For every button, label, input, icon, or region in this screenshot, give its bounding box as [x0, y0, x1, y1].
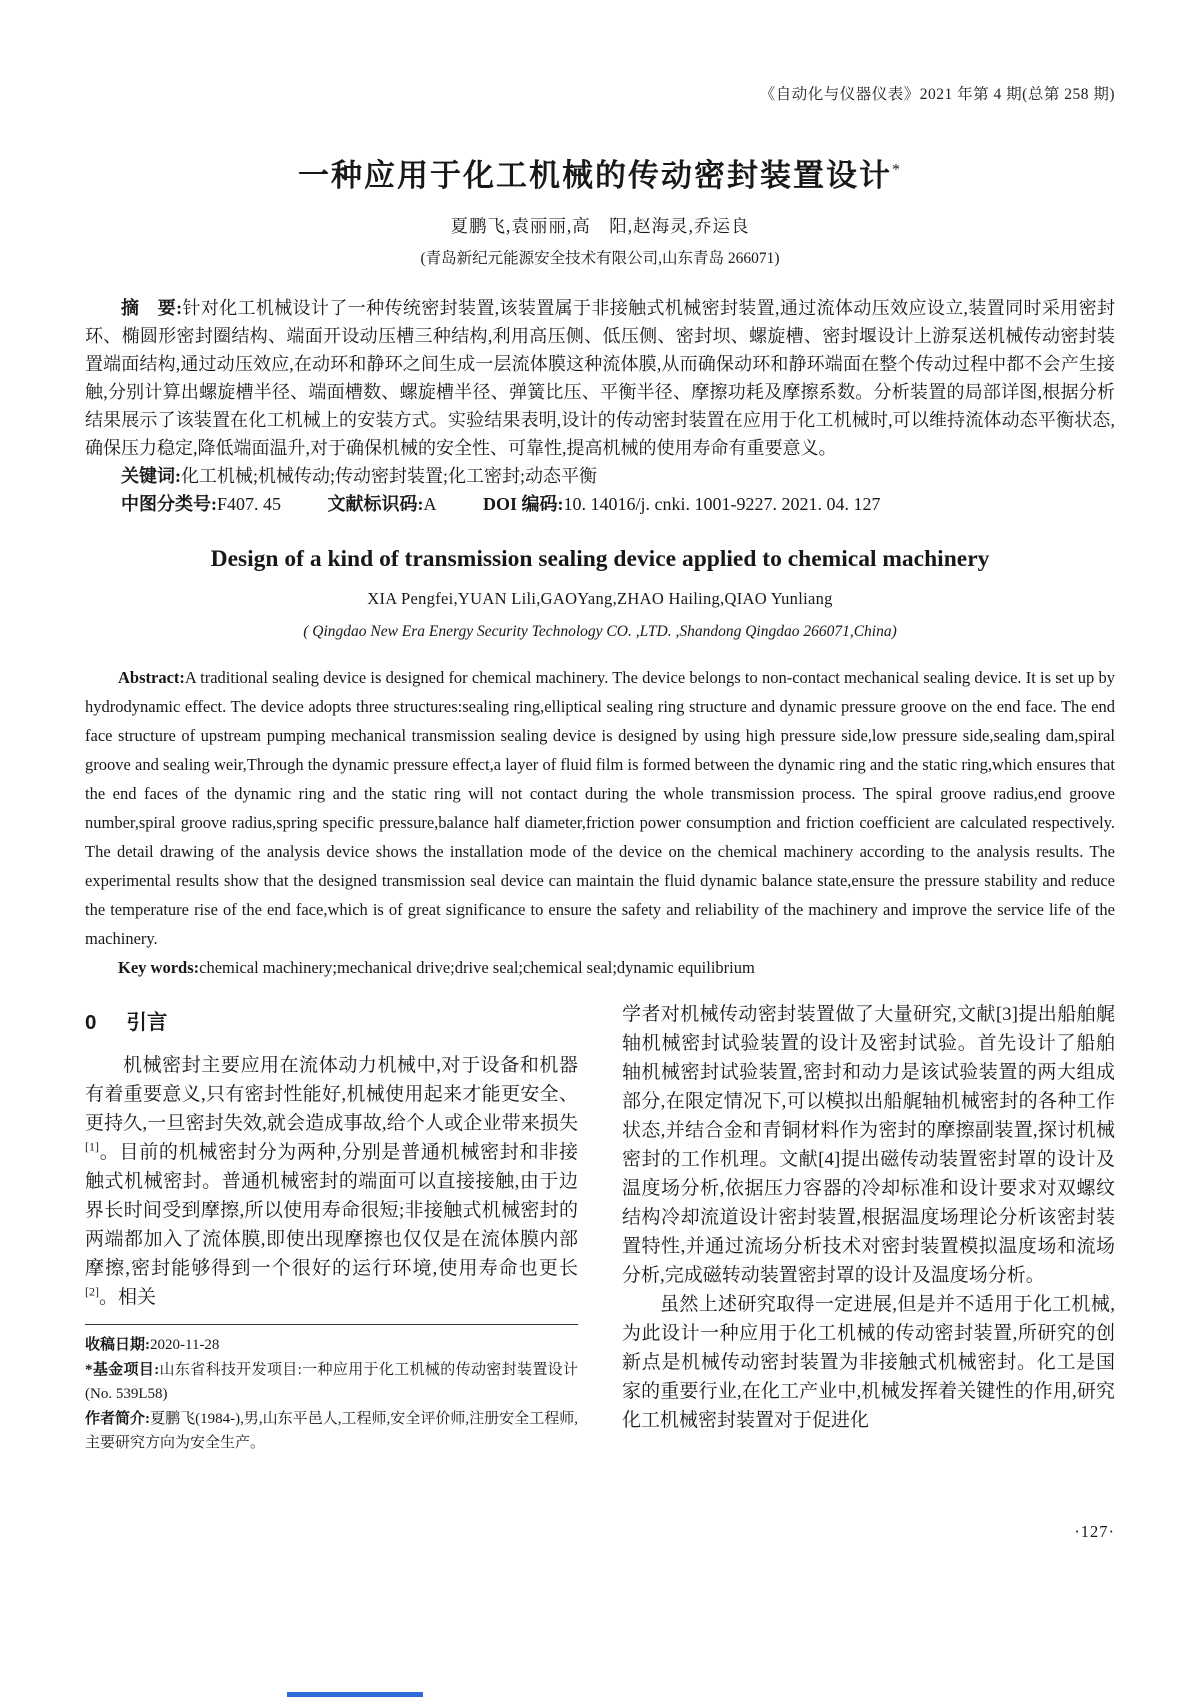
- affiliation-en: ( Qingdao New Era Energy Security Technology CO. ,LTD. ,Shandong Qingdao 266071,China): [303, 623, 897, 640]
- fund-project-value: 山东省科技开发项目:一种应用于化工机械的传动密封装置设计(No. 539L58): [85, 1361, 579, 1402]
- footnote-received-date: [85, 1333, 578, 1358]
- paper-title-en: Design of a kind of transmission sealing device applied to chemical machinery: [210, 546, 990, 572]
- citation-ref-1: [1]: [85, 1139, 99, 1154]
- fund-project-label: *基金项目:: [85, 1361, 160, 1378]
- bottom-blue-strip: [287, 1692, 423, 1697]
- author-bio-value: 夏鹏飞(1984-),男,山东平邑人,工程师,安全评价师,注册安全工程师,主要研究方向为安全生产。: [85, 1410, 578, 1451]
- doi-code: [483, 494, 881, 514]
- intro-text-1: 机械密封主要应用在流体动力机械中,对于设备和机器有着重要意义,只有密封性能好,机械使用起来才能更安全、更持久,一旦密封失效,就会造成事故,给个人或企业带来损失: [85, 1055, 578, 1134]
- two-column-body: [85, 1000, 1115, 1500]
- abstract-cn-paragraph: [85, 294, 1115, 462]
- abstract-en-text: A traditional sealing device is designed for chemical machinery. The device belongs to non-contact mechanical sealing device. It is set up by hydrodynamic effect. The device adopts three structures:sealing ring,elliptical sealing ring structure and dynamic pressure groove on the end face. The end face structure of upstream pumping mechanical transmission sealing device is designed by using high pressure side,low pressure side,sealing dam,spiral groove and sealing weir,Through the dynamic pressure effect,a layer of fluid film is formed between the dynamic ring and the static ring,which ensures that the end faces of the dynamic ring and the static ring will not contact during the whole transmission process. The spiral groove radius,end groove number,spiral groove radius,spring specific pressure,balance half diameter,friction power consumption and friction coefficient are calculated respectively. The detail drawing of the analysis device shows the installation mode of the device on the chemical machinery according to the analysis results. The experimental results show that the designed transmission seal device can maintain the fluid dynamic balance state,ensure the pressure stability and reduce the temperature rise of the end face,which is of great significance to ensure the safety and reliability of the machinery and improve the service life of the machinery.: [85, 668, 1115, 948]
- doi-label: DOI 编码:: [483, 494, 564, 514]
- document-code-label: 文献标识码:: [327, 494, 424, 514]
- paper-title-text: 一种应用于化工机械的传动密封装置设计: [298, 158, 892, 193]
- abstract-cn-text: 针对化工机械设计了一种传统密封装置,该装置属于非接触式机械密封装置,通过流体动压效应设立,装置同时采用密封环、椭圆形密封圈结构、端面开设动压槽三种结构,利用高压侧、低压侧、密封坝、螺旋槽、密封堰设计上游泵送机械传动密封装置端面结构,通过动压效应,在动环和静环之间生成一层流体膜这种流体膜,从而确保动环和静环端面在整个传动过程中都不会产生接触,分别计算出螺旋槽半径、端面槽数、螺旋槽半径、弹簧比压、平衡半径、摩擦功耗及摩擦系数。分析装置的局部详图,根据分析结果展示了该装置在化工机械上的安装方式。实验结果表明,设计的传动密封装置在应用于化工机械时,可以维持流体动态平衡状态,确保压力稳定,降低端面温升,对于确保机械的安全性、可靠性,提高机械的使用寿命有重要意义。: [85, 298, 1115, 458]
- keywords-cn-line: [85, 462, 1115, 490]
- intro-paragraph: [85, 1051, 578, 1312]
- author-bio-label: 作者简介:: [85, 1410, 151, 1427]
- right-column: [622, 1000, 1115, 1500]
- title-footnote-mark: *: [892, 161, 902, 179]
- intro-text-2: 。目前的机械密封分为两种,分别是普通机械密封和非接触式机械密封。普通机械密封的端面可以直接接触,由于边界长时间受到摩擦,所以使用寿命很短;非接触式机械密封的两端都加入了流体膜,即使出现摩擦也仅仅是在流体膜内部摩擦,密封能够得到一个很好的运行环境,使用寿命也更长: [85, 1142, 578, 1279]
- doi-value: 10. 14016/j. cnki. 1001-9227. 2021. 04. 127: [563, 494, 881, 514]
- abstract-en-label: Abstract:: [118, 668, 185, 687]
- abstract-en-paragraph: [85, 663, 1115, 953]
- affiliation-cn: (青岛新纪元能源安全技术有限公司,山东青岛 266071): [420, 250, 780, 267]
- left-column: [85, 1000, 578, 1500]
- keywords-cn-text: 化工机械;机械传动;传动密封装置;化工密封;动态平衡: [181, 466, 598, 486]
- keywords-en-label: Key words:: [118, 958, 200, 977]
- footnote-block: [85, 1324, 578, 1456]
- citation-ref-2: [2]: [85, 1284, 99, 1299]
- journal-issue-info: 《自动化与仪器仪表》2021 年第 4 期(总第 258 期): [759, 86, 1115, 103]
- footnote-author-bio: [85, 1407, 578, 1456]
- authors-en: XIA Pengfei,YUAN Lili,GAOYang,ZHAO Hailing,QIAO Yunliang: [367, 589, 833, 608]
- journal-header: [85, 0, 1115, 104]
- document-code: [328, 494, 437, 514]
- keywords-en-line: [85, 953, 1115, 982]
- abstract-cn-section: [85, 294, 1115, 518]
- right-paragraph-1: 学者对机械传动密封装置做了大量研究,文献[3]提出船舶艉轴机械密封试验装置的设计及密封试验。首先设计了船舶轴机械密封试验装置,密封和动力是该试验装置的两大组成部分,在限定情况下,可以模拟出船艉轴机械密封的各种工作状态,并结合金和青铜材料作为密封的摩擦副装置,探讨机械密封的工作机理。文献[4]提出磁传动装置密封罩的设计及温度场分析,依据压力容器的冷却标准和设计要求对双螺纹结构冷却流道设计密封装置,根据温度场理论分析该密封装置特性,并通过流场分析技术对密封装置模拟温度场和流场分析,完成磁转动装置密封罩的设计及温度场分析。: [622, 1004, 1115, 1286]
- keywords-cn-label: 关键词:: [121, 466, 181, 486]
- footnote-fund-project: [85, 1358, 578, 1407]
- section-number: 0: [85, 1011, 97, 1034]
- footnote-divider: [85, 1324, 578, 1325]
- received-date-value: 2020-11-28: [150, 1337, 220, 1353]
- clc-number-label: 中图分类号:: [121, 494, 217, 514]
- paper-title-cn: [85, 150, 1115, 195]
- classification-line: [85, 490, 1115, 518]
- intro-text-3: 。相关: [99, 1287, 157, 1308]
- section-title: 引言: [126, 1011, 168, 1034]
- received-date-label: 收稿日期:: [85, 1337, 150, 1353]
- section-heading-intro: [85, 1008, 578, 1037]
- right-paragraph-2: 虽然上述研究取得一定进展,但是并不适用于化工机械,为此设计一种应用于化工机械的传动密封装置,所研究的创新点是机械传动密封装置为非接触式机械密封。化工是国家的重要行业,在化工产业中,机械发挥着关键性的作用,研究化工机械密封装置对于促进化: [622, 1294, 1115, 1431]
- authors-cn: 夏鹏飞,袁丽丽,高 阳,赵海灵,乔运良: [450, 216, 750, 236]
- page-number: ·127·: [1074, 1522, 1115, 1541]
- clc-number: [121, 494, 281, 514]
- keywords-en-text: chemical machinery;mechanical drive;drive seal;chemical seal;dynamic equilibrium: [199, 958, 755, 977]
- abstract-cn-label: 摘 要:: [121, 298, 183, 318]
- document-code-value: A: [423, 494, 437, 514]
- clc-number-value: F407. 45: [217, 494, 282, 514]
- abstract-en-section: [85, 663, 1115, 982]
